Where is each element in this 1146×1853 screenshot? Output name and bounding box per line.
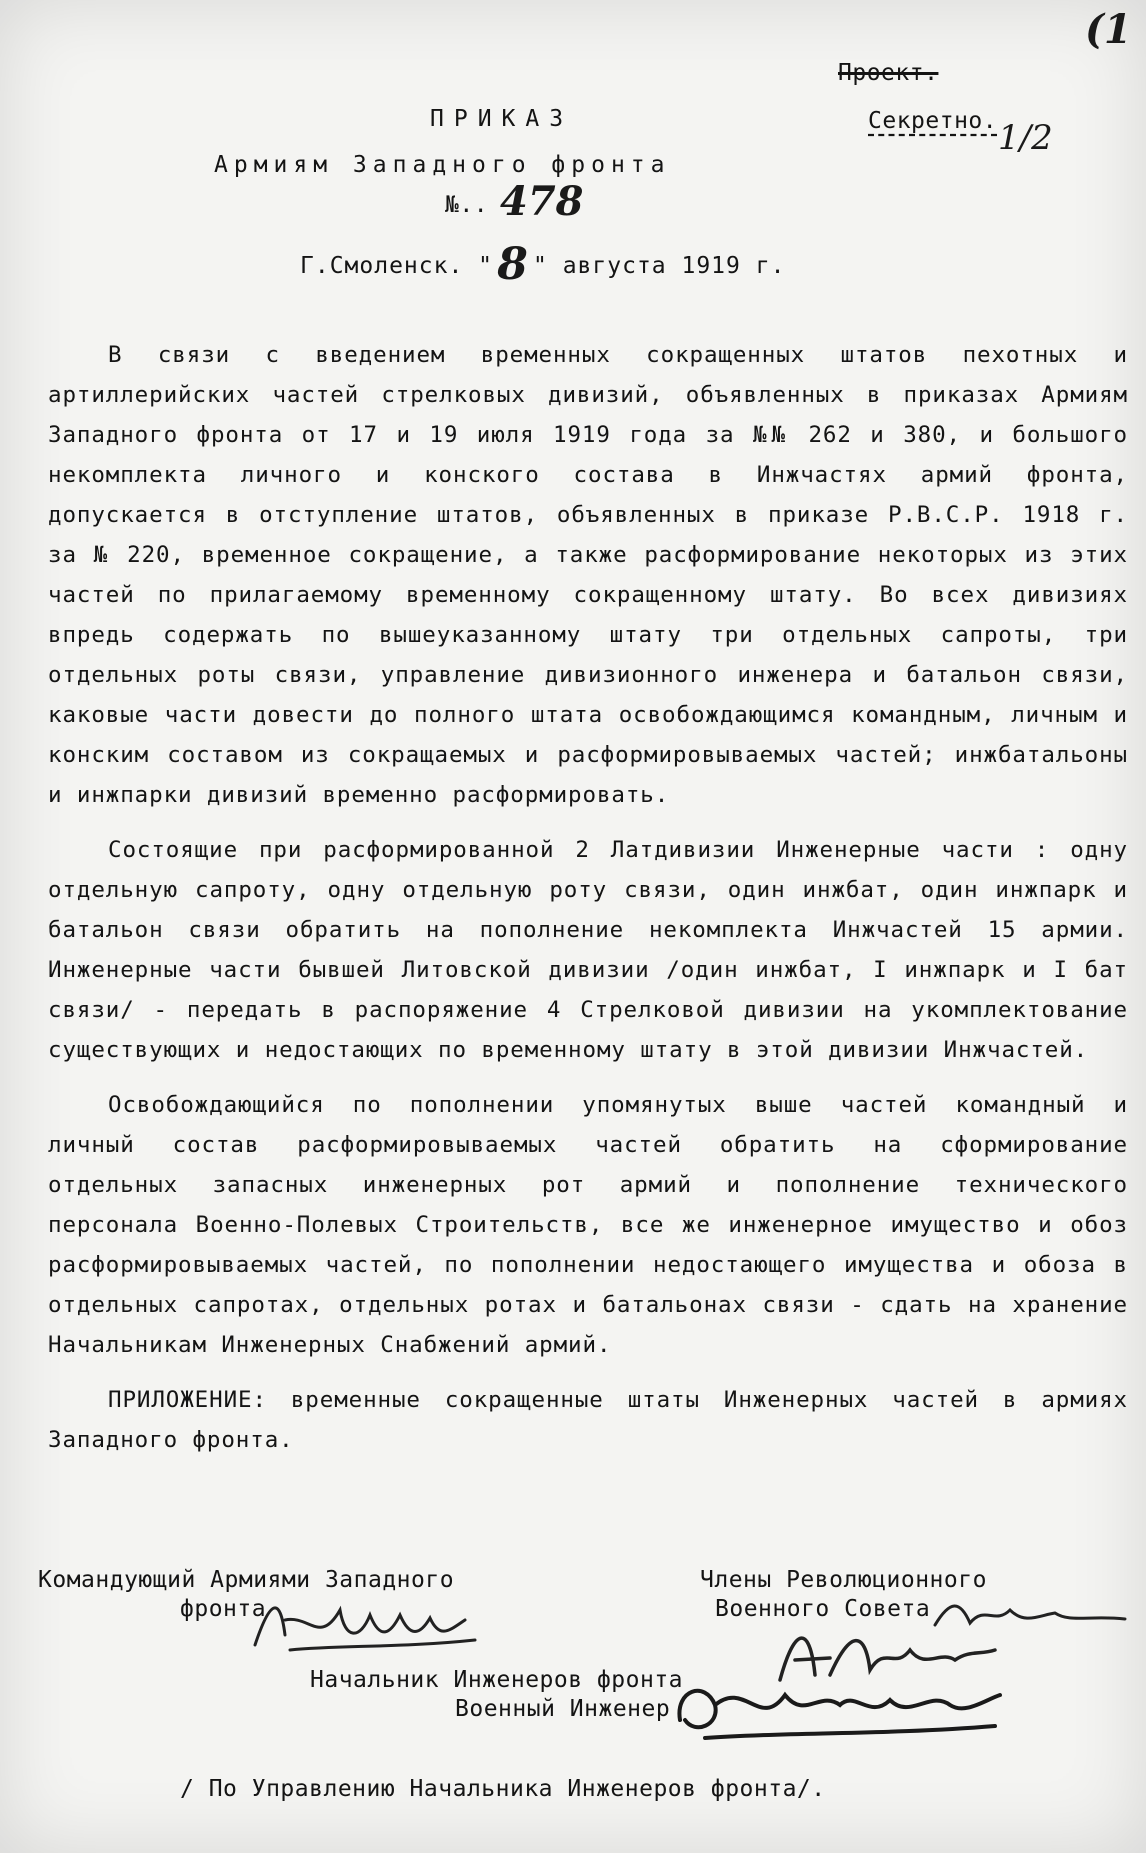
- date-prefix: Г.Смоленск. ": [300, 253, 494, 279]
- date-suffix: " августа 1919 г.: [533, 253, 786, 279]
- footer-department-line: / По Управлению Начальника Инженеров фронта/.: [180, 1776, 826, 1802]
- margin-fraction-mark: 1/2: [998, 118, 1053, 158]
- commander-signature: [250, 1590, 480, 1660]
- date-day-handwritten: 8: [497, 239, 529, 290]
- corner-page-mark: (1: [1085, 6, 1132, 53]
- date-line: [300, 239, 785, 290]
- secret-label: Секретно.: [868, 108, 998, 134]
- commander-title-line2: фронта: [180, 1596, 267, 1622]
- order-body: [48, 335, 1128, 1475]
- order-number-handwritten: 478: [500, 178, 584, 225]
- draft-label: Проект.: [838, 60, 939, 86]
- engineer-signature: [665, 1660, 1005, 1750]
- document-title: ПРИКАЗ: [430, 106, 574, 132]
- body-paragraph-2: Состоящие при расформированной 2 Латдивизии Инженерные части : одну отдельную сапроту, одну отдельную роту связи, один инжбат, один инжпарк и батальон связи обратить на пополнение некомплекта Инжчастей 15 армии. Инженерные части бывшей Литовской дивизии /один инжбат, I инжпарк и I бат связи/ - передать в распоряжение 4 Стрелковой дивизии на укомплектование существующих и недостающих по временному штату в этой дивизии Инжчастей.: [48, 837, 1128, 1063]
- council-title-line1: Члены Революционного: [700, 1567, 987, 1593]
- body-paragraph-appendix: ПРИЛОЖЕНИЕ: временные сокращенные штаты Инженерных частей в армиях Западного фронта.: [48, 1387, 1128, 1453]
- engineer-title-line2: Военный Инженер: [455, 1696, 671, 1722]
- council-title-line2: Военного Совета: [715, 1596, 931, 1622]
- body-paragraph-1: В связи с введением временных сокращенных штатов пехотных и артиллерийских частей стрелковых дивизий, объявленных в приказах Армиям Западного фронта от 17 и 19 июля 1919 года за №№ 262 и 380, и большого некомплекта личного и конского состава в Инжчастях армий фронта, допускается в отступление штатов, объявленных в приказе Р.В.С.Р. 1918 г. за № 220, временное сокращение, а также расформирование некоторых из этих частей по прилагаемому временному сокращенному штату. Во всех дивизиях впредь содержать по вышеуказанному штату три отдельных сапроты, три отдельных роты связи, управление дивизионного инженера и батальон связи, каковые части довести до полного штата освобождающимся командным, личным и конским составом из сокращаемых и расформировываемых частей; инжбатальоны и инжпарки дивизий временно расформировать.: [48, 342, 1128, 808]
- commander-title-line1: Командующий Армиями Западного: [38, 1567, 455, 1593]
- body-paragraph-3: Освобождающийся по пополнении упомянутых выше частей командный и личный состав расформировываемых частей обратить на сформирование отдельных запасных инженерных рот армий и пополнение технического персонала Военно-Полевых Строительств, все же инженерное имущество и обоз расформировываемых частей, по пополнении недостающего имущества и обоза в отдельных сапротах, отдельных ротах и батальонах связи - сдать на хранение Начальникам Инженерных Снабжений армий.: [48, 1092, 1128, 1358]
- engineer-title-line1: Начальник Инженеров фронта: [310, 1667, 684, 1693]
- document-subtitle: Армиям Западного фронта: [214, 152, 671, 178]
- order-number-prefix: №..: [445, 192, 489, 218]
